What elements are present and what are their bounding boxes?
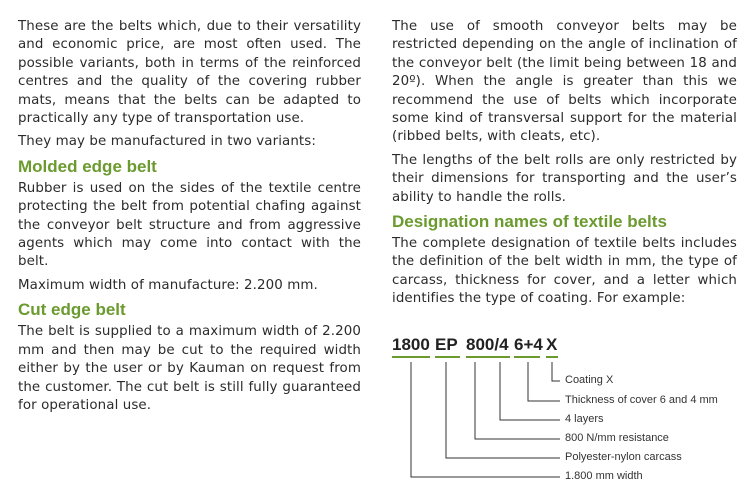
legend-carcass: Polyester-nylon carcass bbox=[565, 451, 682, 463]
legend-width: 1.800 mm width bbox=[565, 470, 643, 482]
legend-layers: 4 layers bbox=[565, 413, 604, 425]
leader-carcass bbox=[446, 362, 560, 458]
roll-length-paragraph: The lengths of the belt rolls are only restricted by their dimensions for transporting and the user’s ability to handle the rolls. bbox=[392, 152, 737, 205]
leader-lines bbox=[411, 362, 560, 477]
cut-edge-paragraph: The belt is supplied to a maximum width of 2.200 mm and then may be cut to the required width either by the user or by Kauman on request from the customer. The cut belt is still fully guaranteed for operational use. bbox=[18, 324, 361, 413]
legend-coating: Coating X bbox=[565, 374, 614, 386]
molded-edge-heading: Molded edge belt bbox=[18, 156, 157, 176]
code-coating: X bbox=[546, 335, 558, 354]
code-width: 1800 bbox=[392, 335, 430, 354]
molded-edge-paragraph: Rubber is used on the sides of the textile centre protecting the belt from potential chafing against the conveyor belt structure and from aggressive agents which may come into contact with the belt. bbox=[18, 180, 361, 270]
max-width-paragraph: Maximum width of manufacture: 2.200 mm. bbox=[18, 277, 318, 293]
code-resistance-layers: 800/4 bbox=[466, 335, 509, 354]
intro-paragraph: These are the belts which, due to their versatility and economic price, are most often used. The possible variants, both in terms of the reinforced centres and the quality of the covering rubber mats, means that the belts can be adapted to practically any type of transportation use. bbox=[18, 19, 361, 127]
smooth-belts-paragraph: The use of smooth conveyor belts may be restricted depending on the angle of inclination of the conveyor belt (the limit being between 18 and 20º). When the angle is greater than this we recommend the use of belts which incorporate some kind of transversal support for the material (ribbed belts, with cleats, etc). bbox=[392, 19, 737, 145]
code-cover: 6+4 bbox=[514, 335, 543, 354]
leader-layers bbox=[500, 362, 560, 420]
cut-edge-heading: Cut edge belt bbox=[18, 300, 126, 320]
variants-paragraph: They may be manufactured in two variants: bbox=[18, 134, 316, 150]
legend-cover-thickness: Thickness of cover 6 and 4 mm bbox=[565, 394, 718, 406]
leader-coating bbox=[552, 362, 560, 381]
legend-resistance: 800 N/mm resistance bbox=[565, 432, 669, 444]
designation-paragraph: The complete designation of textile belts includes the definition of the belt width in mm, the type of carcass, thickness for cover, and a letter which identifies the type of coating. For example: bbox=[392, 236, 737, 307]
designation-heading: Designation names of textile belts bbox=[392, 212, 667, 232]
code-carcass: EP bbox=[435, 335, 458, 354]
